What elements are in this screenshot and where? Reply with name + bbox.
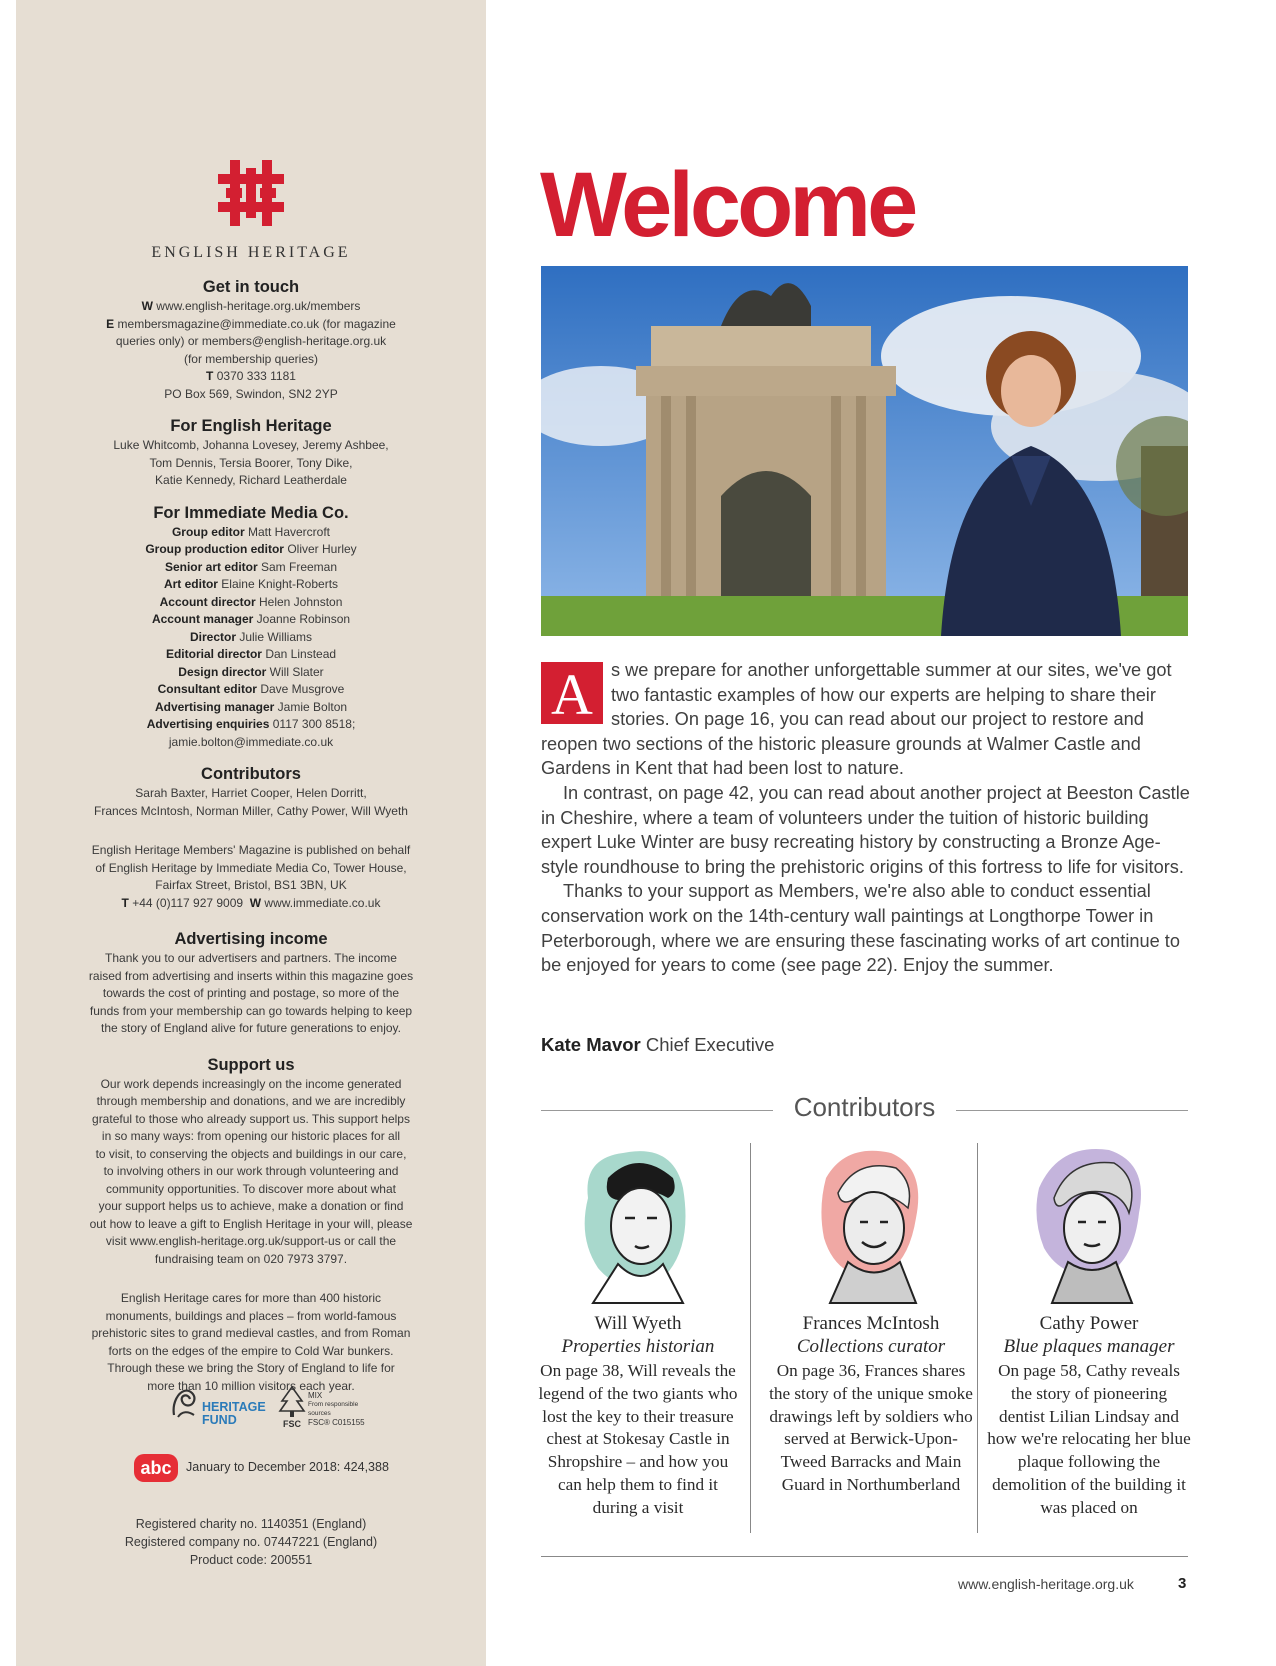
publisher-line: English Heritage Members' Magazine is published on behalf <box>91 843 411 857</box>
masthead-sidebar <box>16 0 486 1666</box>
product-code: Product code: 200551 <box>189 1553 313 1567</box>
for-english-heritage-heading: For English Heritage <box>170 417 332 435</box>
contributor-role: Properties historian <box>561 1336 715 1357</box>
contributor-bio: On page 38, Will reveals the legend of the two giants who lost the key to their treasure chest at Stokesay Castle in Shropshire – and how you can help them to find it during a visit <box>538 1361 738 1517</box>
column-divider <box>750 1143 751 1533</box>
advertising-email[interactable]: jamie.bolton@immediate.co.uk <box>168 734 334 749</box>
contributor-card <box>535 1138 741 1520</box>
hero-photo <box>541 266 1188 636</box>
fsc-mark: FSC <box>283 1419 301 1429</box>
abc-logo: abc <box>134 1454 178 1482</box>
staff-line: Tom Dennis, Tersia Boorer, Tony Dike, <box>149 455 353 470</box>
credit-line: Account manager Joanne Robinson <box>151 612 351 626</box>
paragraph-line: grateful to those who already support us. This support helps <box>92 1111 410 1126</box>
tel-label: T <box>206 369 214 383</box>
paragraph-line: monuments, buildings and places – from world-famous <box>105 1308 397 1323</box>
footer-rule <box>541 1556 1188 1557</box>
letter-paragraph: In contrast, on page 42, you can read about another project at Beeston Castle in Cheshire, where a team of volunteers under the tuition of historic building expert Luke Winter are busy recreating history by constructing a Bronze Age-style roundhouse to bring the prehistoric origins of this fortress to life for visitors. <box>541 782 1190 877</box>
tel-label: T <box>121 895 129 910</box>
for-immediate-section <box>16 502 486 752</box>
credit-line: Art editor Elaine Knight-Roberts <box>163 577 339 591</box>
contributor-bio: On page 36, Frances shares the story of the unique smoke drawings left by soldiers who served at Berwick-Upon-Tweed Barracks and Main Guard in Northumberland <box>769 1361 973 1494</box>
heritage-fund-icon <box>168 1385 202 1419</box>
email-line[interactable]: membersmagazine@immediate.co.uk (for magazine <box>117 316 396 331</box>
registration-info <box>16 1515 486 1569</box>
credit-line: Editorial director Dan Linstead <box>165 647 337 661</box>
portcullis-icon <box>218 160 284 226</box>
email-line[interactable]: queries only) or members@english-heritage.org.uk <box>115 334 387 348</box>
credit-line: Consultant editor Dave Musgrove <box>157 682 345 696</box>
email-note: (for membership queries) <box>183 351 319 366</box>
publisher-link[interactable]: www.immediate.co.uk <box>264 895 381 910</box>
for-english-heritage-section <box>16 415 486 490</box>
credit-line: Group editor Matt Havercroft <box>171 524 331 539</box>
about-section <box>16 1290 486 1395</box>
credit-line: Director Julie Williams <box>189 629 313 644</box>
support-link-line[interactable]: visit www.english-heritage.org.uk/support-us or call the <box>105 1234 397 1248</box>
company-number: Registered company no. 07447221 (England) <box>124 1535 378 1549</box>
portrait-illustration <box>796 1138 946 1308</box>
portrait-illustration <box>563 1138 713 1308</box>
publisher-line: of English Heritage by Immediate Media Co, Tower House, <box>95 860 407 875</box>
get-in-touch-heading: Get in touch <box>202 278 300 296</box>
welcome-letter <box>541 658 1191 978</box>
paragraph-line: forts on the edges of the empire to Cold War bunkers. <box>108 1343 394 1358</box>
contributor-name: Will Wyeth <box>594 1313 682 1334</box>
drop-cap: A <box>541 662 603 724</box>
page-number: 3 <box>1178 1575 1187 1592</box>
for-immediate-heading: For Immediate Media Co. <box>153 503 349 522</box>
contributor-name: Frances McIntosh <box>802 1313 940 1334</box>
contributors-heading: Contributors <box>793 1092 936 1122</box>
postal-address: PO Box 569, Swindon, SN2 2YP <box>164 386 338 401</box>
contributor-role: Collections curator <box>796 1336 946 1357</box>
contributors-line: Frances McIntosh, Norman Miller, Cathy Power, Will Wyeth <box>94 803 408 818</box>
contributors-credits-section <box>16 763 486 820</box>
paragraph-line: the story of England alive for future generations to enjoy. <box>101 1021 401 1035</box>
staff-line: Katie Kennedy, Richard Leatherdale <box>155 473 347 487</box>
email-label: E <box>106 316 115 331</box>
paragraph-line: through membership and donations, and we are incredibly <box>96 1094 406 1108</box>
paragraph-line: Our work depends increasingly on the income generated <box>100 1076 402 1091</box>
paragraph-line: Through these we bring the Story of England to life for <box>107 1361 395 1375</box>
phone-number: 0370 333 1181 <box>216 369 296 383</box>
fsc-label: MIX From responsible sources FSC® C015155 <box>308 1391 365 1427</box>
paragraph-line: towards the cost of printing and postage, so more of the <box>102 986 400 1000</box>
paragraph-line: community opportunities. To discover more about what <box>106 1181 396 1196</box>
abc-circulation: January to December 2018: 424,388 <box>186 1460 389 1474</box>
paragraph-line: English Heritage cares for more than 400 historic <box>120 1291 382 1305</box>
web-label: W <box>141 299 153 313</box>
heritage-fund-logo: HERITAGE FUND <box>202 1400 266 1427</box>
contributor-bio: On page 58, Cathy reveals the story of pioneering dentist Lilian Lindsay and how we're relocating her blue plaque following the demolition of the building it was placed on <box>987 1361 1191 1517</box>
contributors-line: Sarah Baxter, Harriet Cooper, Helen Dorritt, <box>135 786 367 800</box>
charity-number: Registered charity no. 1140351 (England) <box>135 1517 367 1531</box>
credit-line: Advertising enquiries 0117 300 8518; <box>146 717 356 731</box>
contributor-name: Cathy Power <box>1039 1313 1139 1334</box>
get-in-touch-section <box>16 276 486 403</box>
support-us-section <box>16 1054 486 1269</box>
publisher-phone: +44 (0)117 927 9009 <box>132 895 244 910</box>
credit-line: Advertising manager Jamie Bolton <box>154 699 348 714</box>
credit-line: Group production editor Oliver Hurley <box>145 542 357 556</box>
page-title: Welcome <box>540 154 915 256</box>
paragraph-line: fundraising team on 020 7973 3797. <box>154 1251 348 1266</box>
masthead-text <box>16 276 486 1407</box>
contributor-role: Blue plaques manager <box>1003 1336 1175 1357</box>
contributors-heading-row <box>541 1090 1188 1130</box>
paragraph-line: in so many ways: from opening our historic places for all <box>101 1129 401 1143</box>
english-heritage-logo <box>16 160 486 262</box>
paragraph-line: your support helps us to achieve, make a donation or find <box>98 1199 404 1213</box>
paragraph-line: to involving others in our work through volunteering and <box>103 1164 399 1178</box>
wellington-arch-photo <box>541 266 1188 636</box>
members-link[interactable]: www.english-heritage.org.uk/members <box>156 299 361 313</box>
paragraph-line: prehistoric sites to grand medieval castles, and from Roman <box>91 1326 411 1340</box>
signoff-role: Chief Executive <box>645 1034 775 1055</box>
paragraph-line: more than 10 million visitors each year. <box>147 1378 355 1393</box>
publisher-line: Fairfax Street, Bristol, BS1 3BN, UK <box>155 878 347 892</box>
advertising-income-section <box>16 928 486 1038</box>
credit-line: Design director Will Slater <box>178 664 324 679</box>
letter-paragraph: s we prepare for another unforgettable summer at our sites, we've got two fantastic examples of how our experts are helping to share their stories. On page 16, you can read about our project to restore and reopen two sections of the historic pleasure grounds at Walmer Castle and Gardens in Kent that had been lost to nature. <box>541 660 1172 779</box>
partner-logos <box>16 1385 486 1445</box>
web-label: W <box>249 895 262 910</box>
paragraph-line: out how to leave a gift to English Heritage in your will, please <box>89 1216 413 1231</box>
brand-name: ENGLISH HERITAGE <box>151 244 351 261</box>
portrait-illustration <box>1014 1138 1164 1308</box>
paragraph-line: Thank you to our advertisers and partners. The income <box>105 951 397 965</box>
column-divider <box>977 1143 978 1533</box>
signoff <box>541 1034 774 1056</box>
publisher-section <box>16 842 486 912</box>
contributors-credits-heading: Contributors <box>201 765 301 783</box>
fsc-tree-icon <box>278 1385 306 1431</box>
credit-line: Senior art editor Sam Freeman <box>164 559 338 574</box>
contributor-card <box>986 1138 1192 1520</box>
paragraph-line: funds from your membership can go towards helping to keep <box>89 1003 413 1018</box>
signoff-name: Kate Mavor <box>541 1034 641 1055</box>
staff-line: Luke Whitcomb, Johanna Lovesey, Jeremy Ashbee, <box>113 438 389 452</box>
credit-line: Account director Helen Johnston <box>159 594 343 609</box>
contributor-card <box>768 1138 974 1497</box>
paragraph-line: to visit, to conserving the objects and buildings in our care, <box>95 1146 407 1161</box>
support-us-heading: Support us <box>207 1055 295 1074</box>
footer-link[interactable]: www.english-heritage.org.uk <box>958 1576 1134 1592</box>
letter-paragraph: Thanks to your support as Members, we're also able to conduct essential conservation work on the 14th-century wall paintings at Longthorpe Tower in Peterborough, where we are ensuring these fascinating works of art continue to be enjoyed for years to come (see page 22). Enjoy the summer. <box>541 881 1180 976</box>
advertising-income-heading: Advertising income <box>174 930 328 948</box>
paragraph-line: raised from advertising and inserts within this magazine goes <box>88 968 414 983</box>
